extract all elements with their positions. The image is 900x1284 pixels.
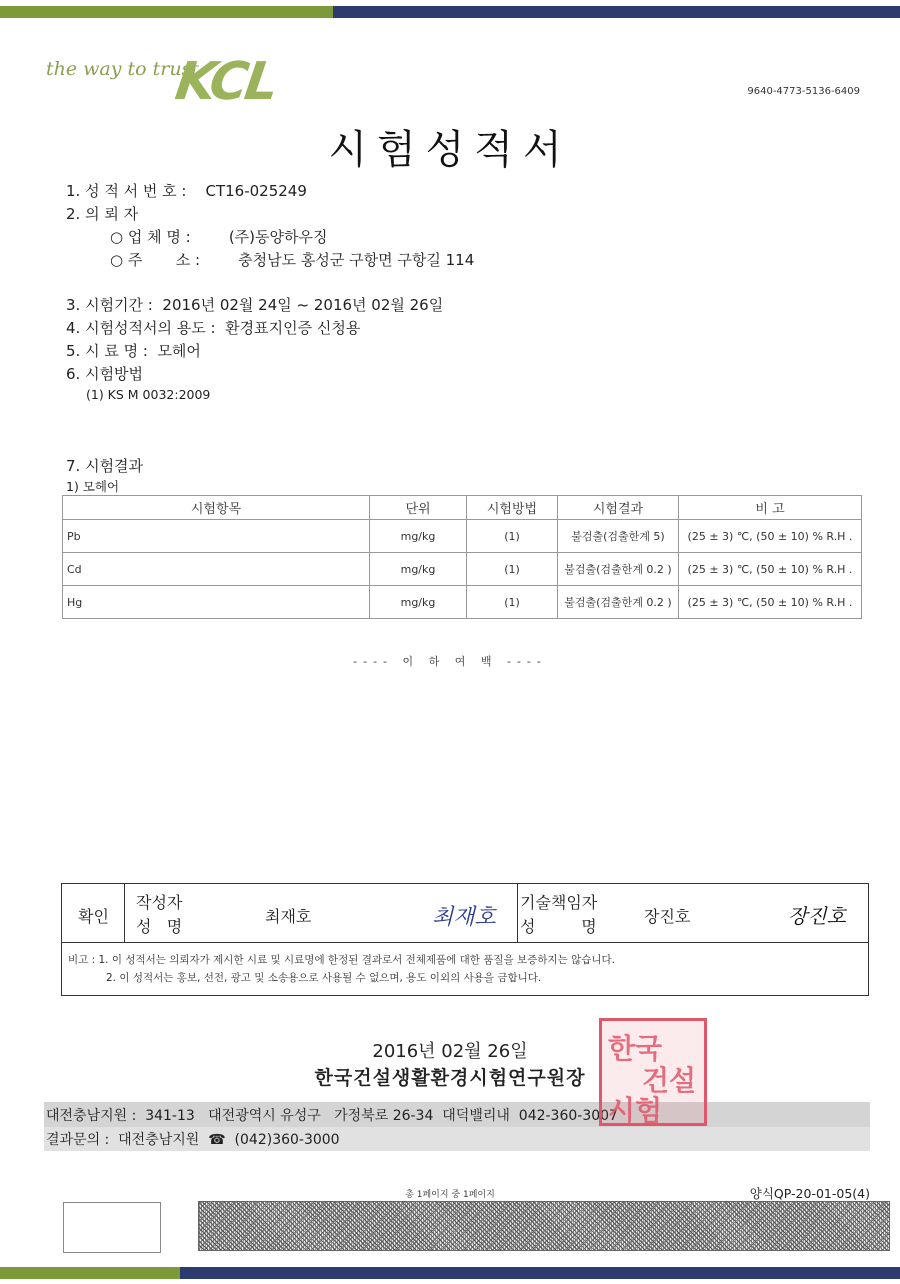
issue-date: 2016년 02월 26일 [372, 1041, 528, 1062]
blank-box [63, 1202, 161, 1253]
blank-below-marker: ---- 이 하 여 백 ---- [353, 655, 547, 668]
cell-note: (25 ± 3) ℃, (50 ± 10) % R.H . [679, 553, 862, 586]
test-method-heading: 6. 시험방법 [66, 365, 144, 383]
cell-item: Cd [63, 553, 370, 586]
company-name: ○ 업 체 명 : (주)동양하우징 [110, 228, 328, 246]
cell-method: (1) [467, 586, 558, 619]
branch-address: 대전충남지원 : 341-13 대전광역시 유성구 가정북로 26-34 대덕밸리내 042-360-3007 [46, 1108, 618, 1124]
writer-label: 작성자 [136, 893, 183, 912]
divider [517, 884, 518, 942]
cell-unit: mg/kg [370, 586, 467, 619]
report-number: 1. 성 적 서 번 호 : CT16-025249 [66, 182, 307, 200]
cell-result: 불검출(검출한계 5) [558, 520, 679, 553]
table-row [63, 553, 862, 586]
divider [124, 884, 125, 942]
cell-result: 불검출(검출한계 0.2 ) [558, 586, 679, 619]
official-seal: 한국 건설 시험 [599, 1018, 707, 1126]
cell-method: (1) [467, 520, 558, 553]
cell-item: Pb [63, 520, 370, 553]
cell-unit: mg/kg [370, 520, 467, 553]
security-pattern [198, 1201, 890, 1251]
col-result: 시험결과 [558, 496, 679, 520]
cell-method: (1) [467, 553, 558, 586]
page-title: 시험성적서 [328, 127, 572, 173]
confirm-label: 확인 [78, 907, 109, 926]
cell-note: (25 ± 3) ℃, (50 ± 10) % R.H . [679, 586, 862, 619]
kcl-logo: KCL [171, 52, 280, 112]
cell-note: (25 ± 3) ℃, (50 ± 10) % R.H . [679, 520, 862, 553]
col-method: 시험방법 [467, 496, 558, 520]
test-method: (1) KS M 0032:2009 [86, 387, 211, 402]
confirmation-box [61, 883, 869, 996]
tech-manager-name: 장진호 [644, 907, 691, 926]
remark-2: 2. 이 성적서는 홍보, 선전, 광고 및 소송용으로 사용될 수 없으며, 용도 이외의 사용을 금합니다. [106, 972, 542, 984]
results-table [62, 495, 862, 619]
col-unit: 단위 [370, 496, 467, 520]
col-test-item: 시험항목 [63, 496, 370, 520]
sample-name: 5. 시 료 명 : 모헤어 [66, 342, 201, 360]
page-info: 총 1페이지 중 1페이지 [405, 1190, 495, 1200]
tech-manager-label: 기술책임자 [520, 893, 598, 912]
table-row [63, 520, 862, 553]
writer-name: 최재호 [265, 907, 312, 926]
form-number: 양식QP-20-01-05(4) [749, 1186, 870, 1201]
remark-1: 비고 : 1. 이 성적서는 의뢰자가 제시한 시료 및 시료명에 한정된 결과로서 전체제품에 대한 품질을 보증하지는 않습니다. [68, 954, 616, 966]
confirmation-row [62, 884, 868, 943]
company-address: ○ 주 소 : 충청남도 홍성군 구항면 구항길 114 [110, 251, 475, 269]
cell-result: 불검출(검출한계 0.2 ) [558, 553, 679, 586]
document-number: 9640-4773-5136-6409 [747, 86, 860, 97]
report-purpose: 4. 시험성적서의 용도 : 환경표지인증 신청용 [66, 319, 361, 337]
result-subheading: 1) 모헤어 [66, 479, 120, 494]
tech-name-label: 성 명 [520, 917, 597, 936]
tech-signature: 장진호 [788, 904, 846, 928]
cell-item: Hg [63, 586, 370, 619]
bottom-stripe [0, 1267, 900, 1279]
organization-name: 한국건설생활환경시험연구원장 [314, 1067, 586, 1089]
table-row [63, 586, 862, 619]
logo-tagline: the way to trust [46, 58, 199, 80]
cell-unit: mg/kg [370, 553, 467, 586]
writer-name-label: 성 명 [136, 917, 183, 936]
result-heading: 7. 시험결과 [66, 457, 144, 475]
table-header-row [63, 496, 862, 520]
col-note: 비 고 [679, 496, 862, 520]
test-period: 3. 시험기간 : 2016년 02월 24일 ~ 2016년 02월 26일 [66, 296, 444, 314]
writer-signature: 최재호 [432, 905, 496, 930]
inquiry-contact: 결과문의 : 대전충남지원 ☎ (042)360-3000 [46, 1132, 340, 1148]
client-heading: 2. 의 뢰 자 [66, 205, 139, 223]
top-stripe [0, 6, 900, 18]
